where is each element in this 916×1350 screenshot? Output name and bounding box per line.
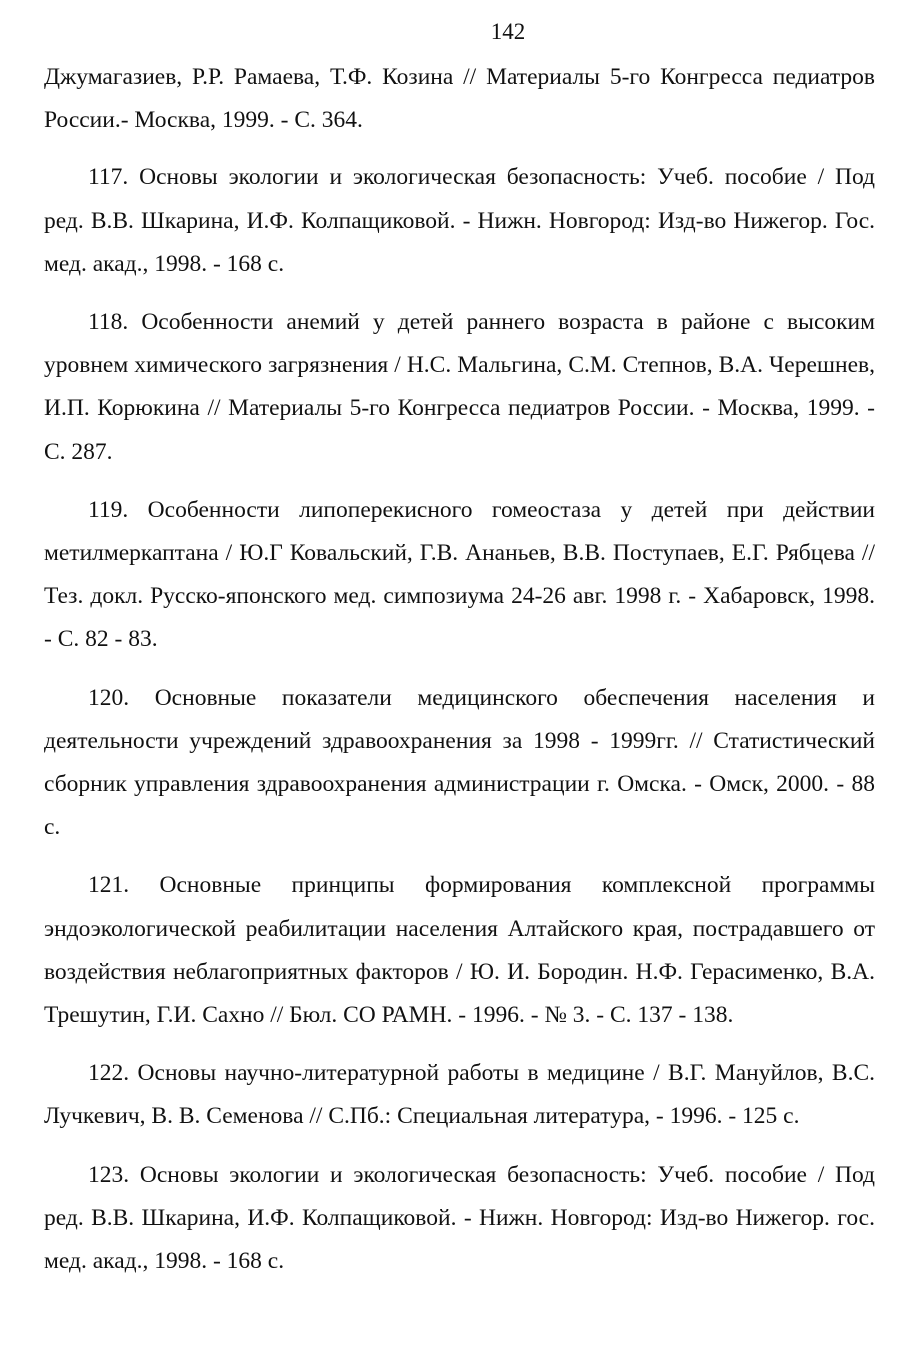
- page-number: 142: [490, 19, 526, 44]
- reference-item: 118. Особенности анемий у детей раннего возраста в районе с высоким уровнем химического загрязнения / Н.С. Мальгина, С.М. Степнов, В.А. Черешнев, И.П. Корюкина // Материалы 5-го Конгресса педиатров России. - Москва, 1999. - С. 287.: [44, 309, 875, 465]
- reference-item: 120. Основные показатели медицинского обеспечения населения и деятельности учреждений здравоохранения за 1998 - 1999гг. // Статистический сборник управления здравоохранения администрации г. Омска. - Омск, 2000. - 88 с.: [44, 684, 875, 841]
- reference-item: 123. Основы экологии и экологическая безопасность: Учеб. пособие / Под ред. В.В. Шкарина, И.Ф. Колпащиковой. - Нижн. Новгород: Изд-во Нижегор. гос. мед. акад., 1998. - 168 с.: [44, 1161, 875, 1275]
- reference-continuation: Джумагазиев, Р.Р. Рамаева, Т.Ф. Козина // Материалы 5-го Конгресса педиатров России.- Москва, 1999. - С. 364.: [44, 64, 875, 134]
- reference-list: [44, 56, 875, 1298]
- reference-item: 117. Основы экологии и экологическая безопасность: Учеб. пособие / Под ред. В.В. Шкарина, И.Ф. Колпащиковой. - Нижн. Новгород: Изд-во Нижегор. Гос. мед. акад., 1998. - 168 с.: [44, 164, 875, 277]
- reference-item: 119. Особенности липоперекисного гомеостаза у детей при действии метилмеркаптана / Ю.Г Ковальский, Г.В. Ананьев, В.В. Поступаев, Е.Г. Рябцева // Тез. докл. Русско-японского мед. симпозиума 24-26 авг. 1998 г. - Хабаровск, 1998. - С. 82 - 83.: [44, 496, 875, 653]
- reference-item: 122. Основы научно-литературной работы в медицине / В.Г. Мануйлов, В.С. Лучкевич, В. В. Семенова // С.Пб.: Специальная литература, - 1996. - 125 с.: [44, 1060, 875, 1130]
- reference-item: 121. Основные принципы формирования комплексной программы эндоэкологической реабилитации населения Алтайского края, пострадавшего от воздействия неблагоприятных факторов / Ю. И. Бородин. Н.Ф. Герасименко, В.А. Трешутин, Г.И. Сахно // Бюл. СО РАМН. - 1996. - № 3. - С. 137 - 138.: [44, 872, 875, 1029]
